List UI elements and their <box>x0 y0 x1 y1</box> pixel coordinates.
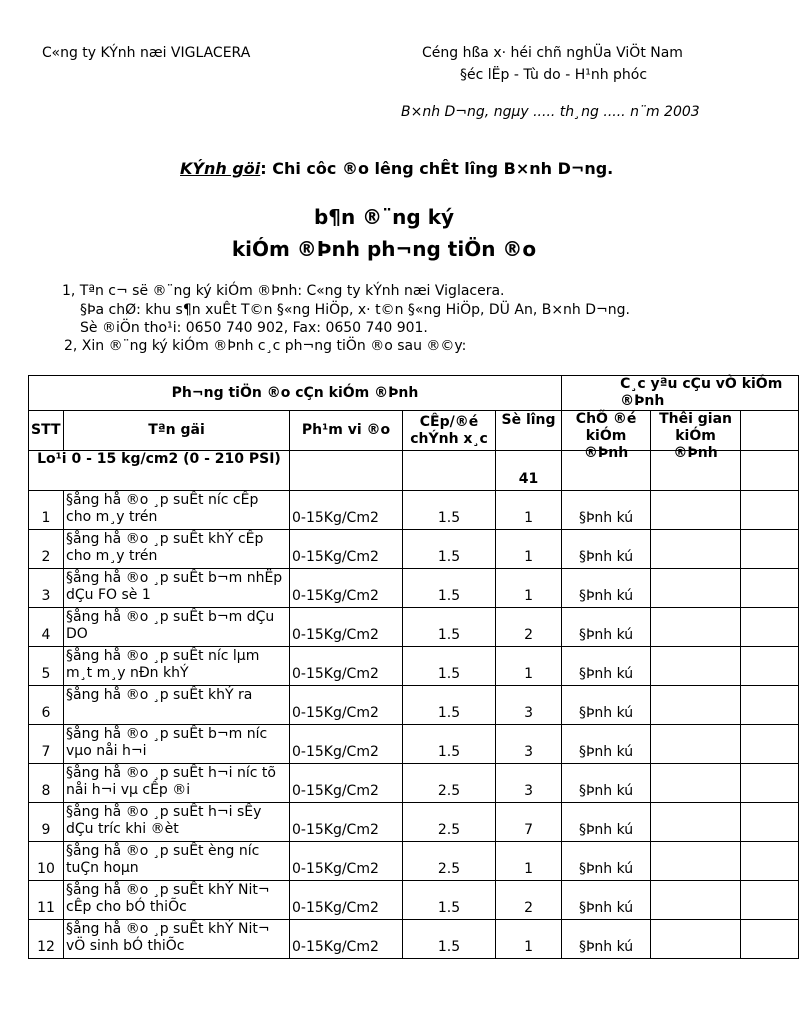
document-title-line1: b¶n ®¨ng ký <box>313 205 455 229</box>
row-qty: 3 <box>496 725 562 764</box>
row-stt: 1 <box>29 491 64 530</box>
row-extra <box>741 608 799 647</box>
row-stt: 3 <box>29 569 64 608</box>
group-header-row <box>29 376 799 411</box>
row-name: §ång hå ®o ¸p suÊt b¬m nhËp dÇu FO sè 1 <box>64 569 290 608</box>
row-range: 0-15Kg/Cm2 <box>290 608 403 647</box>
header-range: Ph¹m vi ®o <box>290 411 403 451</box>
header-qty: Sè lîng <box>496 411 562 451</box>
row-range: 0-15Kg/Cm2 <box>290 725 403 764</box>
header-grade-line1: CÊp/®é <box>419 413 479 430</box>
row-name: §ång hå ®o ¸p suÊt níc lµm m¸t m¸y nÐn khÝ <box>64 647 290 686</box>
row-qty: 1 <box>496 530 562 569</box>
row-name: §ång hå ®o ¸p suÊt h¬i níc tõ nåi h¬i vµ cÊp ®i <box>64 764 290 803</box>
row-mode: §Þnh kú <box>562 881 651 920</box>
table-row <box>29 569 799 608</box>
row-qty: 7 <box>496 803 562 842</box>
row-extra <box>741 686 799 725</box>
row-mode: §Þnh kú <box>562 725 651 764</box>
header-time-line1: Thêi gian <box>659 411 733 427</box>
row-grade: 1.5 <box>403 725 496 764</box>
instrument-rows <box>29 491 799 959</box>
row-extra <box>741 920 799 959</box>
row-extra <box>741 569 799 608</box>
row-mode: §Þnh kú <box>562 920 651 959</box>
row-stt: 4 <box>29 608 64 647</box>
row-time <box>651 881 741 920</box>
header-grade-line2: chÝnh x¸c <box>410 430 488 447</box>
row-stt: 6 <box>29 686 64 725</box>
header-mode-line2: kiÓm <box>585 428 627 444</box>
row-name: §ång hå ®o ¸p suÊt b¬m níc vµo nåi h¬i <box>64 725 290 764</box>
row-grade: 2.5 <box>403 842 496 881</box>
row-grade: 1.5 <box>403 608 496 647</box>
table-row <box>29 530 799 569</box>
row-range: 0-15Kg/Cm2 <box>290 842 403 881</box>
row-extra <box>741 764 799 803</box>
row-grade: 1.5 <box>403 686 496 725</box>
row-mode: §Þnh kú <box>562 803 651 842</box>
row-mode: §Þnh kú <box>562 647 651 686</box>
row-stt: 2 <box>29 530 64 569</box>
category-label: Lo¹i 0 - 15 kg/cm2 (0 - 210 PSI) <box>29 451 290 491</box>
table-row <box>29 686 799 725</box>
row-mode: §Þnh kú <box>562 686 651 725</box>
row-time <box>651 725 741 764</box>
header-name: Tªn gäi <box>64 411 290 451</box>
row-time <box>651 686 741 725</box>
row-range: 0-15Kg/Cm2 <box>290 920 403 959</box>
row-stt: 12 <box>29 920 64 959</box>
row-stt: 11 <box>29 881 64 920</box>
row-range: 0-15Kg/Cm2 <box>290 686 403 725</box>
group-header-requirements: C¸c yªu cÇu vÒ kiÓm ®Þnh <box>562 376 799 411</box>
table-row <box>29 842 799 881</box>
row-name: §ång hå ®o ¸p suÊt b¬m dÇu DO <box>64 608 290 647</box>
company-name: C«ng ty KÝnh næi VIGLACERA <box>42 45 251 61</box>
row-mode: §Þnh kú <box>562 764 651 803</box>
table-row <box>29 608 799 647</box>
row-range: 0-15Kg/Cm2 <box>290 530 403 569</box>
row-mode: §Þnh kú <box>562 530 651 569</box>
row-name: §ång hå ®o ¸p suÊt khÝ Nit¬ cÊp cho bÓ thiÕc <box>64 881 290 920</box>
category-extra <box>741 451 799 491</box>
document-date: B×nh D¬ng, ngµy ..... th¸ng ..... n¨m 2003 <box>401 104 700 120</box>
header-time-line2: kiÓm <box>675 428 716 444</box>
row-mode: §Þnh kú <box>562 608 651 647</box>
header-time <box>651 411 741 461</box>
row-grade: 2.5 <box>403 764 496 803</box>
row-extra <box>741 530 799 569</box>
header-mode-line3: ®Þnh <box>583 445 629 461</box>
category-qty: 41 <box>496 451 562 491</box>
row-time <box>651 920 741 959</box>
row-range: 0-15Kg/Cm2 <box>290 764 403 803</box>
row-stt: 5 <box>29 647 64 686</box>
row-stt: 7 <box>29 725 64 764</box>
table-row <box>29 881 799 920</box>
table-row <box>29 725 799 764</box>
registration-table-wrapper <box>28 375 783 959</box>
row-time <box>651 608 741 647</box>
row-time <box>651 764 741 803</box>
header-stt: STT <box>29 411 64 451</box>
row-qty: 1 <box>496 842 562 881</box>
row-range: 0-15Kg/Cm2 <box>290 803 403 842</box>
national-motto: §éc lËp - Tù do - H¹nh phóc <box>460 67 648 83</box>
table-row <box>29 491 799 530</box>
row-grade: 1.5 <box>403 530 496 569</box>
row-time <box>651 530 741 569</box>
row-range: 0-15Kg/Cm2 <box>290 881 403 920</box>
row-qty: 1 <box>496 491 562 530</box>
row-time <box>651 803 741 842</box>
row-name: §ång hå ®o ¸p suÊt khÝ cÊp cho m¸y trén <box>64 530 290 569</box>
row-mode: §Þnh kú <box>562 569 651 608</box>
row-qty: 1 <box>496 647 562 686</box>
row-extra <box>741 803 799 842</box>
row-stt: 9 <box>29 803 64 842</box>
header-time-line3: ®Þnh <box>673 445 718 461</box>
row-extra <box>741 842 799 881</box>
intro-line-4: 2, Xin ®¨ng ký kiÓm ®Þnh c¸c ph¬ng tiÖn ®o sau ®©y: <box>64 338 467 354</box>
row-qty: 2 <box>496 881 562 920</box>
row-range: 0-15Kg/Cm2 <box>290 569 403 608</box>
row-grade: 1.5 <box>403 920 496 959</box>
row-grade: 1.5 <box>403 881 496 920</box>
row-extra <box>741 881 799 920</box>
row-stt: 8 <box>29 764 64 803</box>
row-mode: §Þnh kú <box>562 842 651 881</box>
row-name: §ång hå ®o ¸p suÊt h¬i sÊy dÇu tríc khi ®èt <box>64 803 290 842</box>
row-time <box>651 569 741 608</box>
row-name: §ång hå ®o ¸p suÊt èng níc tuÇn hoµn <box>64 842 290 881</box>
attention-label: KÝnh göi <box>180 159 261 178</box>
category-range <box>290 451 403 491</box>
row-name: §ång hå ®o ¸p suÊt khÝ Nit¬ vÖ sinh bÓ thiÕc <box>64 920 290 959</box>
header-mode <box>562 411 651 461</box>
row-time <box>651 842 741 881</box>
row-range: 0-15Kg/Cm2 <box>290 491 403 530</box>
row-qty: 3 <box>496 764 562 803</box>
row-extra <box>741 647 799 686</box>
row-qty: 2 <box>496 608 562 647</box>
row-time <box>651 647 741 686</box>
table-row <box>29 647 799 686</box>
row-extra <box>741 725 799 764</box>
column-header-row <box>29 411 799 451</box>
row-grade: 1.5 <box>403 569 496 608</box>
row-grade: 2.5 <box>403 803 496 842</box>
category-grade <box>403 451 496 491</box>
registration-table <box>28 375 799 959</box>
header-mode-line1: ChÕ ®é <box>575 411 637 427</box>
attention-line <box>180 159 613 178</box>
row-qty: 3 <box>496 686 562 725</box>
row-stt: 10 <box>29 842 64 881</box>
attention-colon: : <box>260 159 267 178</box>
row-qty: 1 <box>496 569 562 608</box>
document-title-line2: kiÓm ®Þnh ph¬ng tiÖn ®o <box>231 237 537 261</box>
intro-line-2: §Þa chØ: khu s¶n xuÊt T©n §«ng HiÖp, x· t©n §«ng HiÖp, DÜ An, B×nh D¬ng. <box>80 302 630 318</box>
table-row <box>29 764 799 803</box>
row-mode: §Þnh kú <box>562 491 651 530</box>
row-grade: 1.5 <box>403 647 496 686</box>
table-row <box>29 803 799 842</box>
group-header-instruments: Ph¬ng tiÖn ®o cÇn kiÓm ®Þnh <box>29 376 562 411</box>
row-grade: 1.5 <box>403 491 496 530</box>
attention-recipient: Chi côc ®o lêng chÊt lîng B×nh D¬ng. <box>266 159 614 178</box>
header-grade <box>403 411 496 451</box>
row-name: §ång hå ®o ¸p suÊt níc cÊp cho m¸y trén <box>64 491 290 530</box>
intro-line-1: 1, Tªn c¬ së ®¨ng ký kiÓm ®Þnh: C«ng ty kÝnh næi Viglacera. <box>62 283 505 299</box>
row-time <box>651 491 741 530</box>
row-qty: 1 <box>496 920 562 959</box>
header-extra <box>741 411 799 451</box>
national-title: Céng hßa x· héi chñ nghÜa ViÖt Nam <box>422 45 683 61</box>
row-extra <box>741 491 799 530</box>
intro-line-3: Sè ®iÖn tho¹i: 0650 740 902, Fax: 0650 740 901. <box>80 320 428 336</box>
table-row <box>29 920 799 959</box>
row-name: §ång hå ®o ¸p suÊt khÝ ra <box>64 686 290 725</box>
row-range: 0-15Kg/Cm2 <box>290 647 403 686</box>
